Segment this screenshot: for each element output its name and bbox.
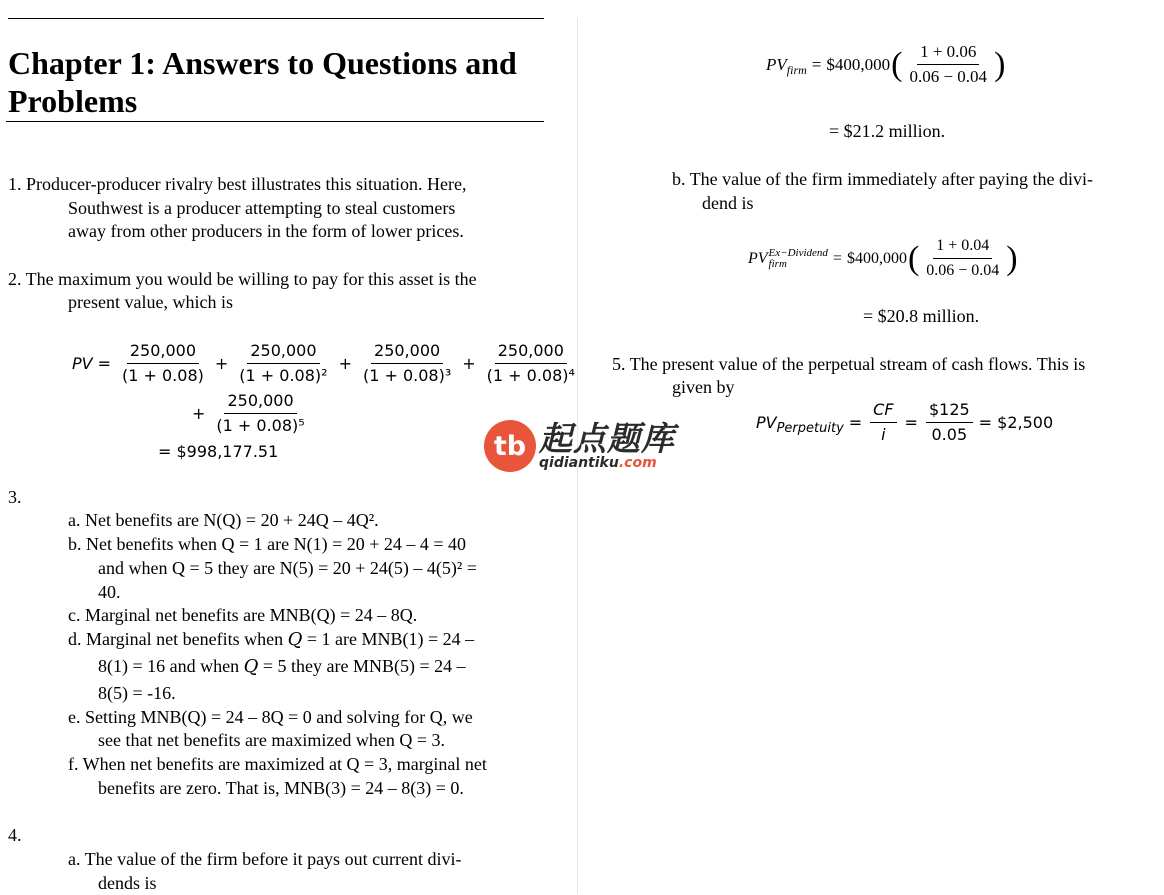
q3-b3: 40. [98,582,121,602]
term-4: $\frac{250,000}{\text{(1 + 0.08)⁴}}$ [486,341,575,385]
exdividend-superscript: Ex−Dividend [768,246,828,259]
firm-subscript: firm [768,257,787,270]
term-5: $\frac{250,000}{\text{(1 + 0.08)⁵}}$ [216,391,305,435]
firm-amount: $400,000 [846,249,907,267]
q1-line2: Southwest is a producer attempting to steal customers [68,198,456,218]
pv-symbol: PV [766,54,787,74]
q2-pv-equation: PV = $\frac{250,000}{(1 + 0.08)}$ + $\frac{250,000}{\text{(1 + 0.08)²}}$ + $\frac{250,000}{\text{(1 + 0.08)³}}$ + $\frac{250,000}{\text{(1 + 0.08)⁴}}$ [72,341,581,386]
q5-result: = $2,500 [978,413,1054,432]
term-1: $\frac{250,000}{(1 + 0.08)}$ [122,341,204,385]
q5-line2: given by [672,377,735,397]
q2-pv-equation-cont: + $\frac{250,000}{\text{(1 + 0.08)⁵}}$ [192,391,311,436]
q3-f1: f. When net benefits are maximized at Q = 3, marginal net [68,754,487,774]
chapter-title: Chapter 1: Answers to Questions and Problems [8,45,517,119]
q3-b2: and when Q = 5 they are N(5) = 20 + 24(5) – 4(5)² = [98,558,477,578]
q5-perpetuity-equation: PV Perpetuity = $\frac{CF}{i}$ = $\frac{\$125}{0.05}$ = $2,500 [756,400,1054,444]
title-underline [6,121,544,122]
q2-line1: 2. The maximum you would be willing to pay for this asset is the [8,269,477,289]
q4-a2: dends is [98,873,157,893]
q1-line3: away from other producers in the form of lower prices. [68,221,464,241]
perpetuity-subscript: Perpetuity [776,421,844,436]
cf-over-i: $\frac{CF}{i}$ [870,400,896,445]
q3-label: 3. [8,487,22,507]
term-2: $\frac{250,000}{\text{(1 + 0.08)²}}$ [239,341,328,385]
q3-a: a. Net benefits are N(Q) = 20 + 24Q – 4Q². [68,510,379,530]
exdividend-fraction: $\frac{1 + 0.04}{0.06 - 0.04}$ [926,237,1000,279]
q4-b1: b. The value of the firm immediately after paying the divi- [672,169,1094,189]
pv-symbol: PV [756,413,777,432]
q3-d1: d. Marginal net benefits when 𝑄 = 1 are MNB(1) = 24 – [68,629,475,649]
firm-subscript: firm [786,63,807,77]
q1-line1: 1. Producer-producer rivalry best illustrates this situation. Here, [8,174,467,194]
q2-line2: present value, which is [68,292,233,312]
equals-sign: = [97,354,111,373]
q3-e2: see that net benefits are maximized when Q = 3. [98,730,446,750]
q3-b1: b. Net benefits when Q = 1 are N(1) = 20 + 24 – 4 = 40 [68,534,467,554]
q3-d2: 8(1) = 16 and when 𝑄 = 5 they are MNB(5) = 24 – [98,656,466,676]
tb-badge-icon: tb [484,420,536,472]
firm-fraction: $\frac{1 + 0.06}{0.06 - 0.04}$ [909,42,988,86]
q3-d3: 8(5) = -16. [98,683,176,703]
watermark-cn: 起点题库 [539,418,675,458]
pv-symbol: PV [748,249,768,267]
cash-over-rate: $\frac{\$125}{0.05}$ [926,400,973,445]
pv-symbol: PV [72,354,93,373]
q3-f2: benefits are zero. That is, MNB(3) = 24 – 8(3) = 0. [98,778,464,798]
q4-b2: dend is [702,193,754,213]
watermark-logo [484,420,675,472]
q3-c: c. Marginal net benefits are MNB(Q) = 24 – 8Q. [68,605,418,625]
q4-result-b: = $20.8 million. [863,306,980,326]
firm-amount: $400,000 [826,54,891,74]
watermark-en: qidiantiku.com [539,454,657,471]
q4-pv-exdividend-equation: PV Ex−Dividend firm = $400,000 ( $\frac{1 + 0.04}{0.06 - 0.04}$ ) [748,237,1018,279]
q4-a1: a. The value of the firm before it pays out current divi- [68,849,462,869]
term-3: $\frac{250,000}{\text{(1 + 0.08)³}}$ [362,341,452,385]
top-rule [8,18,544,19]
q4-pv-firm-equation: PV firm = $400,000 ( $\frac{1 + 0.06}{0.06 - 0.04}$ ) [766,42,1006,86]
q3-e1: e. Setting MNB(Q) = 24 – 8Q = 0 and solving for Q, we [68,707,473,727]
q2-result: = $998,177.51 [158,442,279,461]
q4-label: 4. [8,825,22,845]
q4-result-a: = $21.2 million. [829,121,946,141]
q5-line1: 5. The present value of the perpetual stream of cash flows. This is [612,354,1086,374]
